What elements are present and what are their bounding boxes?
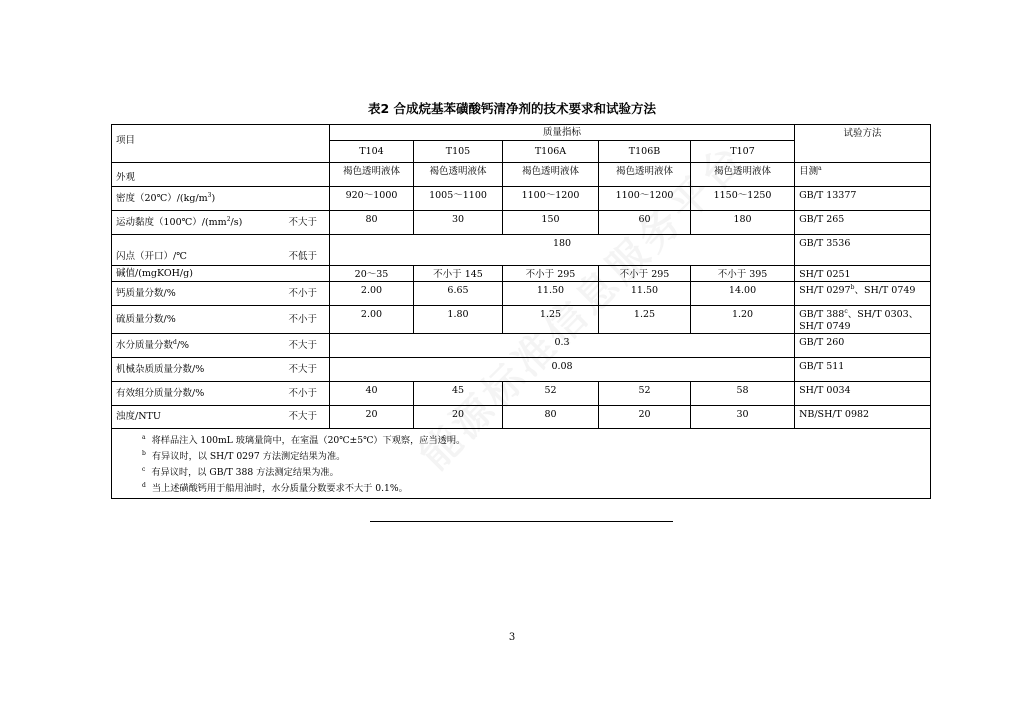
item-label bbox=[116, 364, 204, 376]
item-name-tail: ) bbox=[211, 192, 216, 204]
value-cell: 1.25 bbox=[599, 306, 691, 334]
header-method: 试验方法 bbox=[795, 125, 931, 163]
superscript: 2 bbox=[226, 215, 231, 223]
grade-header: T107 bbox=[691, 141, 795, 163]
value-cell: 58 bbox=[691, 382, 795, 406]
limit-label: 不小于 bbox=[288, 313, 317, 325]
value-cell: 1150～1250 bbox=[691, 187, 795, 211]
limit-label bbox=[317, 268, 325, 280]
item-label bbox=[116, 388, 204, 400]
item-label bbox=[116, 288, 176, 300]
item-label bbox=[116, 193, 215, 205]
table-row bbox=[112, 306, 931, 334]
item-name-cell bbox=[112, 163, 330, 187]
method-text: NB/SH/T 0982 bbox=[799, 409, 870, 420]
value-cell: 180 bbox=[691, 211, 795, 235]
item-name-cell bbox=[112, 306, 330, 334]
value-cell: 不小于 145 bbox=[414, 266, 503, 282]
item-name-cell bbox=[112, 358, 330, 382]
item-name-text: 闪点（开口）/℃ bbox=[116, 251, 187, 262]
item-name-text: 钙质量分数/% bbox=[116, 287, 176, 299]
value-cell-merged: 0.08 bbox=[330, 358, 795, 382]
value-cell: 20 bbox=[330, 406, 414, 429]
grade-header: T104 bbox=[330, 141, 414, 163]
limit-label: 不大于 bbox=[288, 339, 317, 351]
grade-header: T105 bbox=[414, 141, 503, 163]
value-cell: 52 bbox=[599, 382, 691, 406]
footnote bbox=[142, 479, 926, 495]
footnote bbox=[142, 431, 926, 447]
footnote bbox=[142, 447, 926, 463]
table-row bbox=[112, 382, 931, 406]
method-text: GB/T 3536 bbox=[799, 238, 851, 249]
method-text: SH/T 0251 bbox=[799, 269, 851, 280]
value-cell: 14.00 bbox=[691, 282, 795, 306]
limit-label: 不低于 bbox=[288, 251, 317, 262]
item-name-text: 浊度/NTU bbox=[116, 411, 161, 422]
superscript: c bbox=[844, 307, 848, 315]
item-name bbox=[116, 411, 325, 423]
method-cell bbox=[795, 235, 931, 266]
superscript: d bbox=[173, 338, 177, 346]
item-name-cell bbox=[112, 266, 330, 282]
method-text: GB/T 260 bbox=[799, 337, 845, 348]
item-name-text: 有效组分质量分数/% bbox=[116, 387, 205, 399]
footnote-mark: c bbox=[142, 466, 146, 474]
item-name-cell bbox=[112, 334, 330, 358]
item-name bbox=[116, 251, 325, 263]
method-text: SH/T 0297 bbox=[799, 285, 851, 296]
footnote-mark: d bbox=[142, 482, 146, 490]
value-cell: 褐色透明液体 bbox=[599, 163, 691, 187]
superscript: 3 bbox=[207, 191, 212, 199]
limit-label bbox=[317, 172, 325, 184]
item-name bbox=[116, 364, 325, 376]
method-cell bbox=[795, 211, 931, 235]
item-name-text: 水分质量分数 bbox=[116, 339, 174, 351]
method-text: SH/T 0034 bbox=[799, 385, 851, 396]
item-label bbox=[116, 172, 135, 184]
notes-row bbox=[112, 429, 931, 499]
spec-table bbox=[111, 124, 931, 499]
item-name-tail: /% bbox=[176, 339, 190, 351]
value-cell: 40 bbox=[330, 382, 414, 406]
item-name-cell bbox=[112, 235, 330, 266]
table-row bbox=[112, 211, 931, 235]
value-cell: 20 bbox=[414, 406, 503, 429]
value-cell-merged: 0.3 bbox=[330, 334, 795, 358]
value-cell: 11.50 bbox=[599, 282, 691, 306]
value-cell: 60 bbox=[599, 211, 691, 235]
value-cell: 30 bbox=[414, 211, 503, 235]
value-cell: 褐色透明液体 bbox=[503, 163, 599, 187]
item-name-cell bbox=[112, 406, 330, 429]
item-name-text: 外观 bbox=[116, 172, 136, 183]
value-cell: 2.00 bbox=[330, 282, 414, 306]
value-cell: 不小于 395 bbox=[691, 266, 795, 282]
item-name bbox=[116, 288, 325, 300]
value-cell: 不小于 295 bbox=[503, 266, 599, 282]
item-name-cell bbox=[112, 282, 330, 306]
limit-label bbox=[317, 193, 325, 205]
value-cell: 80 bbox=[503, 406, 599, 429]
item-label bbox=[116, 314, 176, 326]
superscript: b bbox=[850, 283, 855, 291]
method-cell bbox=[795, 187, 931, 211]
value-cell: 920～1000 bbox=[330, 187, 414, 211]
value-cell: 6.65 bbox=[414, 282, 503, 306]
item-name-cell bbox=[112, 211, 330, 235]
grade-header: T106B bbox=[599, 141, 691, 163]
value-cell: 1.80 bbox=[414, 306, 503, 334]
value-cell: 1100～1200 bbox=[599, 187, 691, 211]
value-cell: 1.20 bbox=[691, 306, 795, 334]
value-cell: 褐色透明液体 bbox=[414, 163, 503, 187]
method-cell bbox=[795, 382, 931, 406]
table-row bbox=[112, 358, 931, 382]
page-number: 3 bbox=[508, 632, 516, 643]
value-cell: 2.00 bbox=[330, 306, 414, 334]
item-name bbox=[116, 268, 325, 280]
item-name-tail: /s) bbox=[230, 216, 243, 228]
item-label bbox=[116, 217, 242, 229]
limit-label: 不小于 bbox=[288, 387, 317, 399]
item-label bbox=[116, 411, 161, 423]
method-cell bbox=[795, 406, 931, 429]
item-name-text: 机械杂质质量分数/% bbox=[116, 363, 205, 375]
item-label bbox=[116, 251, 187, 263]
item-label bbox=[116, 340, 189, 352]
value-cell: 20 bbox=[599, 406, 691, 429]
table-row bbox=[112, 235, 931, 266]
value-cell: 11.50 bbox=[503, 282, 599, 306]
notes-cell bbox=[112, 429, 931, 499]
method-text: GB/T 388 bbox=[799, 309, 845, 320]
table-row bbox=[112, 163, 931, 187]
item-name bbox=[116, 388, 325, 400]
item-name bbox=[116, 217, 325, 229]
value-cell: 1005～1100 bbox=[414, 187, 503, 211]
method-tail: 、SH/T 0749 bbox=[854, 285, 916, 296]
value-cell: 1.25 bbox=[503, 306, 599, 334]
item-name-text: 密度（20℃）/(kg/m bbox=[116, 192, 208, 204]
method-cell bbox=[795, 266, 931, 282]
footnote-text: 当上述磺酸钙用于船用油时，水分质量分数要求不大于 0.1%。 bbox=[151, 483, 408, 495]
item-name bbox=[116, 172, 325, 184]
footnote-text: 有异议时，以 SH/T 0297 方法测定结果为准。 bbox=[151, 451, 346, 463]
limit-label: 不大于 bbox=[288, 216, 317, 228]
header-item: 项目 bbox=[112, 125, 330, 163]
table-row bbox=[112, 266, 931, 282]
value-cell: 不小于 295 bbox=[599, 266, 691, 282]
method-cell bbox=[795, 282, 931, 306]
item-name-text: 碱值/(mgKOH/g) bbox=[116, 267, 193, 279]
value-cell: 褐色透明液体 bbox=[330, 163, 414, 187]
table-row bbox=[112, 406, 931, 429]
item-name-cell bbox=[112, 187, 330, 211]
value-cell: 52 bbox=[503, 382, 599, 406]
method-text: 目测 bbox=[799, 166, 819, 177]
value-cell: 45 bbox=[414, 382, 503, 406]
value-cell: 褐色透明液体 bbox=[691, 163, 795, 187]
footnote-mark: a bbox=[142, 434, 146, 441]
superscript: a bbox=[818, 164, 822, 172]
method-tail: 、SH/T 0303、SH/T 0749 bbox=[799, 309, 919, 332]
value-cell: 80 bbox=[330, 211, 414, 235]
header-quality: 质量指标 bbox=[330, 125, 795, 141]
item-name bbox=[116, 314, 325, 326]
item-name-cell bbox=[112, 382, 330, 406]
method-cell bbox=[795, 358, 931, 382]
limit-label: 不小于 bbox=[288, 287, 317, 299]
method-cell bbox=[795, 163, 931, 187]
limit-label: 不大于 bbox=[288, 411, 317, 422]
value-cell-merged: 180 bbox=[330, 235, 795, 266]
item-label bbox=[116, 268, 193, 280]
footnote-mark: b bbox=[142, 450, 146, 458]
item-name-text: 硫质量分数/% bbox=[116, 313, 176, 325]
footnote bbox=[142, 463, 926, 479]
value-cell: 20～35 bbox=[330, 266, 414, 282]
method-text: GB/T 265 bbox=[799, 214, 845, 225]
method-cell bbox=[795, 334, 931, 358]
method-text: GB/T 13377 bbox=[799, 190, 857, 201]
method-cell bbox=[795, 306, 931, 334]
grade-header: T106A bbox=[503, 141, 599, 163]
table-title: 表2 合成烷基苯磺酸钙清净剂的技术要求和试验方法 bbox=[367, 101, 657, 116]
footnote-text: 有异议时，以 GB/T 388 方法测定结果为准。 bbox=[151, 467, 339, 479]
value-cell: 150 bbox=[503, 211, 599, 235]
item-name-text: 运动黏度（100℃）/(mm bbox=[116, 216, 227, 228]
table-row bbox=[112, 282, 931, 306]
item-name bbox=[116, 193, 325, 205]
limit-label: 不大于 bbox=[288, 363, 317, 375]
footnote-text: 将样品注入 100mL 玻璃量筒中，在室温（20℃±5℃）下观察，应当透明。 bbox=[151, 435, 466, 447]
table-row bbox=[112, 334, 931, 358]
table-row bbox=[112, 187, 931, 211]
item-name bbox=[116, 340, 325, 352]
value-cell: 30 bbox=[691, 406, 795, 429]
value-cell: 1100～1200 bbox=[503, 187, 599, 211]
end-rule bbox=[370, 521, 673, 522]
method-text: GB/T 511 bbox=[799, 361, 845, 372]
